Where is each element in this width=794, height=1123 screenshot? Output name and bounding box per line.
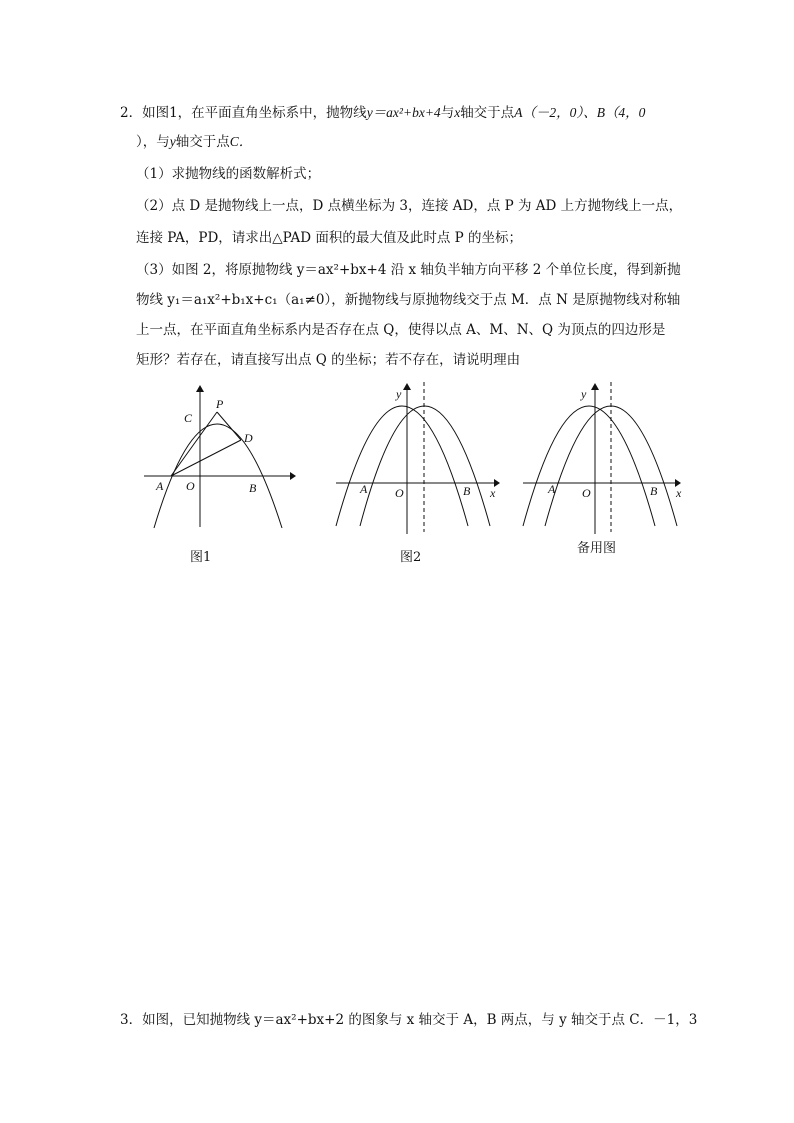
figure-1 (138, 382, 298, 532)
fig3-label-o: O (582, 486, 591, 500)
question-1: （1）求抛物线的函数解析式； (136, 166, 321, 182)
question-3-line1: （3）如图 2，将原抛物线 y＝ax²+bx+4 沿 x 轴负半轴方向平移 2 个单位长度，得到新抛 (136, 262, 681, 278)
fig1-label-c: C (184, 411, 193, 425)
question-2-line1: （2）点 D 是抛物线上一点，D 点横坐标为 3，连接 AD，点 P 为 AD 上方抛物线上一点， (136, 198, 683, 214)
fig2-label-o: O (395, 486, 404, 500)
fig3-label-x: x (676, 486, 682, 500)
question-3-line2: 物线 y₁＝a₁x²+b₁x+c₁（a₁≠0），新抛物线与原抛物线交于点 M．点 N 是原抛物线对称轴 (136, 292, 681, 308)
fig1-label-p: P (216, 397, 224, 411)
fig3-label-y: y (581, 387, 587, 401)
question-2-line2: 连接 PA，PD，请求出△PAD 面积的最大值及此时点 P 的坐标； (136, 230, 523, 246)
problem2-point-a: A（－2，0）、 (514, 105, 597, 120)
problem2-line1 (120, 103, 645, 123)
problem3-line1 (120, 1010, 697, 1030)
problem2-text-b: 与 (440, 105, 455, 121)
fig1-label-d: D (244, 431, 253, 445)
fig3-y-arrow (591, 383, 599, 390)
problem2-point-c: C． (229, 134, 253, 149)
problem3-number: 3． (120, 1012, 143, 1028)
fig2-label-y: y (396, 387, 402, 401)
figure-2 (330, 380, 505, 536)
problem2-x-var: x (454, 105, 461, 120)
fig2-original-parabola (360, 406, 490, 526)
fig1-segment-ap (171, 412, 217, 476)
problem2-number: 2． (120, 105, 143, 121)
fig2-label-a: A (360, 482, 368, 496)
fig1-x-arrow (290, 472, 296, 480)
fig2-label-x: x (490, 486, 496, 500)
fig2-label-b: B (463, 484, 471, 498)
problem2-equation: y＝ax²+bx+4 (366, 105, 441, 120)
fig1-label-o: O (186, 479, 195, 493)
fig1-segment-ad (171, 440, 241, 476)
figure-1-caption: 图1 (190, 550, 212, 565)
figure-3-caption: 备用图 (577, 541, 617, 556)
fig1-label-a: A (156, 479, 164, 493)
fig1-y-arrow (196, 385, 204, 392)
problem2-text-d: ），与 (136, 134, 170, 150)
fig1-segment-pd (217, 412, 241, 440)
problem2-point-b: B（4，0 (596, 105, 646, 120)
fig3-label-b: B (650, 484, 658, 498)
figure-2-caption: 图2 (400, 550, 422, 565)
fig1-label-b: B (249, 481, 257, 495)
fig3-label-a: A (548, 482, 556, 496)
fig2-y-arrow (403, 383, 411, 390)
problem2-line2 (136, 132, 252, 152)
figure-3 (517, 380, 692, 536)
question-3-line3: 上一点，在平面直角坐标系内是否存在点 Q，使得以点 A、M、N、Q 为顶点的四边形是 (136, 322, 666, 338)
problem2-text-a: 如图1，在平面直角坐标系中，抛物线 (142, 105, 367, 121)
problem2-text-e: 轴交于点 (175, 134, 230, 150)
fig2-new-parabola (336, 406, 468, 526)
problem3-text: 如图，已知抛物线 y＝ax²+bx+2 的图象与 x 轴交于 A，B 两点，与 y 轴交于点 C．－1，3 (142, 1012, 698, 1028)
problem2-text-c: 轴交于点 (460, 105, 515, 121)
problem2-y-var: y (169, 134, 176, 149)
fig3-new-parabola (523, 406, 655, 526)
question-3-line4: 矩形？若存在，请直接写出点 Q 的坐标；若不存在，请说明理由 (136, 352, 521, 368)
